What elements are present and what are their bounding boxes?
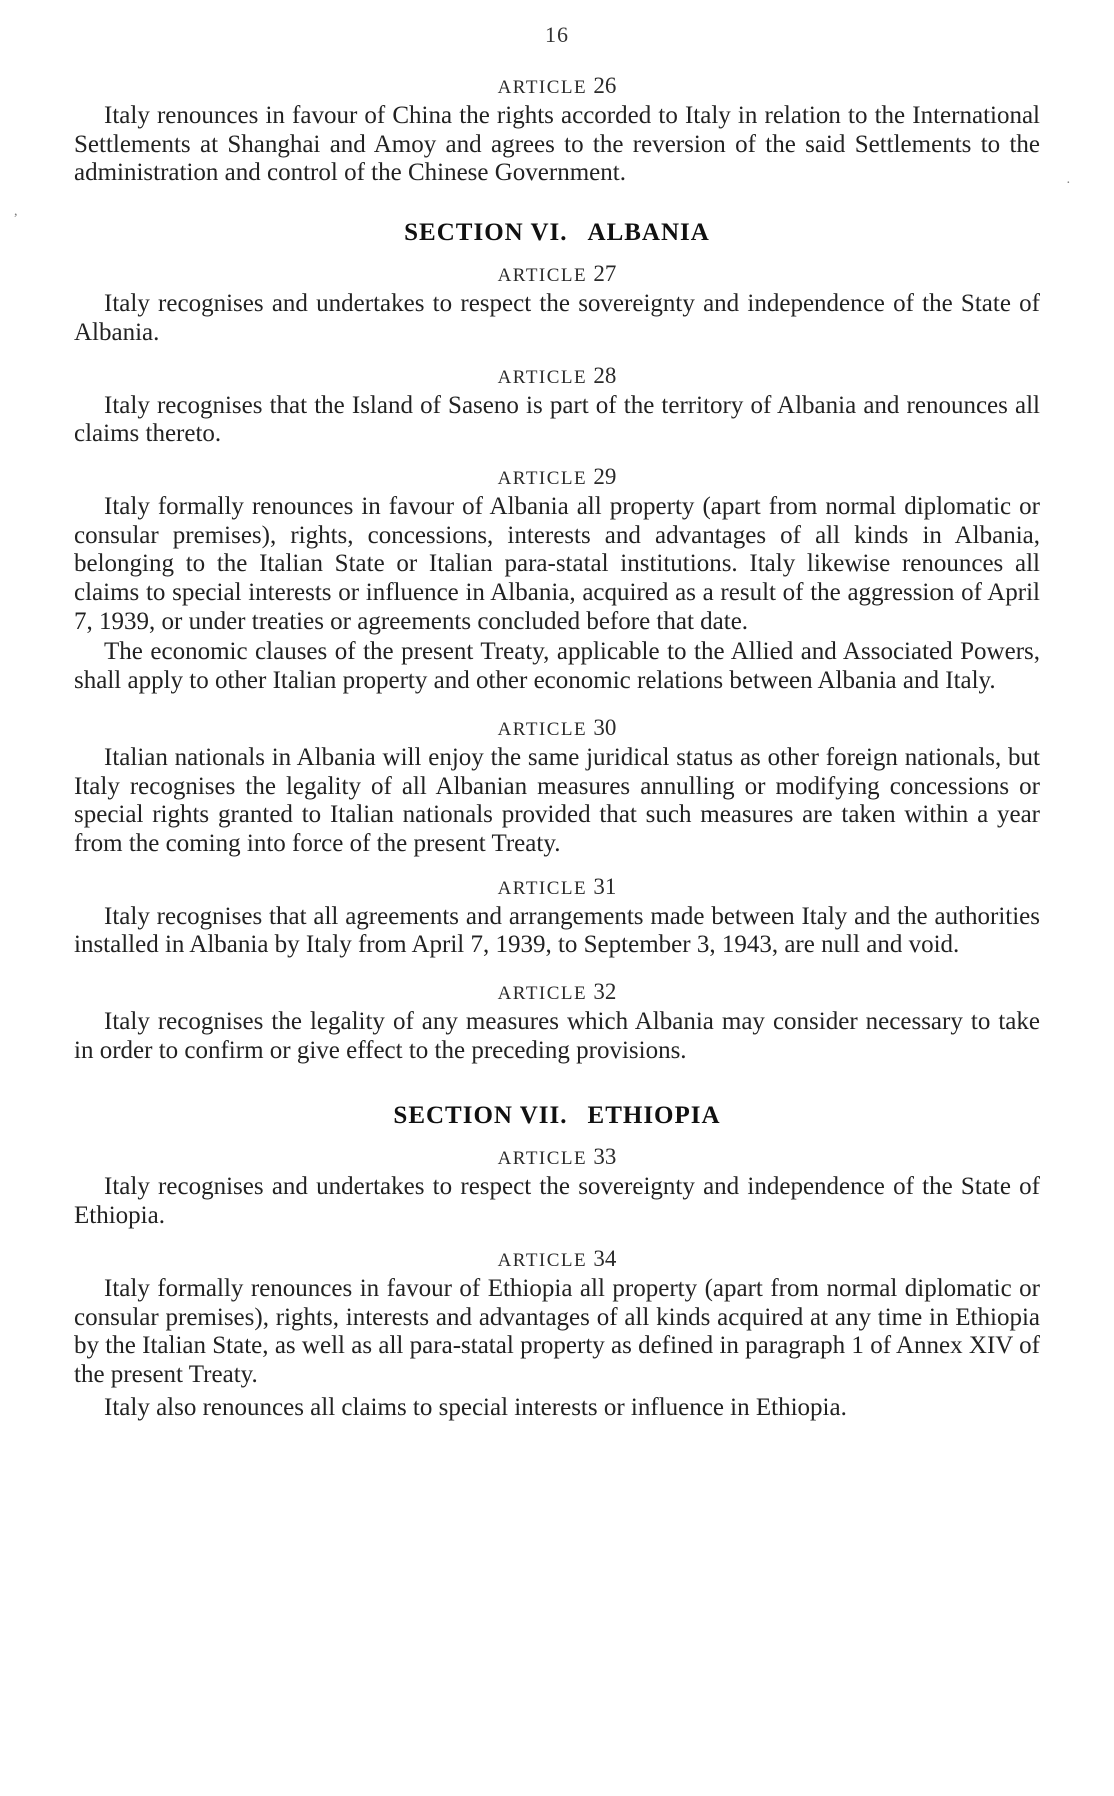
page-number: 16 (545, 22, 569, 47)
article-paragraph: Italy formally renounces in favour of Albania all property (apart from normal diplomatic or consular premises), rights, concessions, interests and advantages of all kinds in Albania, belonging to the Italian State or Italian para-statal institutions. Italy likewise renounces all claims to special interests or influence in Albania, acquired as a result of the aggression of April 7, 1939, or under treaties or agreements concluded before that date. (74, 492, 1040, 635)
section-title: ALBANIA (587, 219, 710, 247)
article-paragraph: Italy recognises and undertakes to respect the sovereignty and independence of the State of Ethiopia. (74, 1173, 1040, 1230)
article-paragraph: Italy recognises and undertakes to respect the sovereignty and independence of the State of Albania. (74, 290, 1040, 346)
article-paragraph: Italy also renounces all claims to special interests or influence in Ethiopia. (104, 1393, 847, 1421)
article-paragraph: Italy renounces in favour of China the rights accorded to Italy in relation to the International Settlements at Shanghai and Amoy and agrees to the reversion of the said Settlements to the administration and control of the Chinese Government. (74, 102, 1040, 187)
article-heading (74, 465, 1040, 491)
article-heading (74, 980, 1040, 1006)
margin-mark-dot: · (1066, 176, 1071, 191)
section-label: SECTION VI. (404, 219, 568, 247)
article-number: 32 (593, 979, 617, 1005)
article-number: 34 (593, 1245, 617, 1271)
article-paragraph: Italy recognises the legality of any measures which Albania may consider necessary to take in order to confirm or give effect to the preceding provisions. (74, 1008, 1040, 1064)
article-number: 31 (593, 873, 617, 899)
article-heading (74, 1247, 1040, 1273)
article-paragraph: Italy recognises that the Island of Saseno is part of the territory of Albania and renounces all claims thereto. (74, 391, 1040, 448)
article-number: 28 (593, 362, 617, 388)
article-label: ARTICLE (497, 1148, 588, 1170)
article-paragraph: Italy formally renounces in favour of Ethiopia all property (apart from normal diplomatic or consular premises), rights, interests and advantages of all kinds acquired at any time in Ethiopia by the Italian State, as well as all para-statal property as defined in paragraph 1 of Annex XIV of the present Treaty. (74, 1274, 1040, 1388)
section-label: SECTION VII. (393, 1102, 568, 1130)
article-paragraph: The economic clauses of the present Treaty, applicable to the Allied and Associated Powers, shall apply to other Italian property and other economic relations between Albania and Italy. (74, 638, 1040, 695)
article-heading (74, 875, 1040, 901)
section-heading (74, 1101, 1040, 1131)
document-body (74, 74, 1040, 1422)
article-label: ARTICLE (497, 1249, 588, 1271)
article-number: 30 (593, 714, 617, 740)
article-label: ARTICLE (497, 265, 588, 287)
article-label: ARTICLE (497, 718, 588, 740)
article-heading (74, 1145, 1040, 1171)
article-label: ARTICLE (497, 467, 588, 489)
article-label: ARTICLE (497, 366, 588, 388)
margin-mark-dot: , (14, 204, 18, 219)
article-label: ARTICLE (497, 877, 588, 899)
article-number: 27 (593, 261, 617, 287)
article-number: 33 (593, 1144, 617, 1170)
section-heading (74, 218, 1040, 248)
article-heading (74, 364, 1040, 390)
article-heading (74, 74, 1040, 100)
article-paragraph: Italian nationals in Albania will enjoy the same juridical status as other foreign nationals, but Italy recognises the legality of all Albanian measures annulling or modifying concessions or special rights granted to Italian nationals provided that such measures are taken within a year from the coming into force of the present Treaty. (74, 743, 1040, 857)
article-number: 26 (593, 73, 617, 98)
article-label: ARTICLE (497, 983, 588, 1005)
article-label: ARTICLE (497, 77, 588, 98)
article-number: 29 (593, 463, 617, 489)
article-paragraph: Italy recognises that all agreements and arrangements made between Italy and the authorities installed in Albania by Italy from April 7, 1939, to September 3, 1943, are null and void. (74, 902, 1040, 959)
article-heading (74, 262, 1040, 288)
section-title: ETHIOPIA (587, 1102, 721, 1130)
article-heading (74, 716, 1040, 742)
